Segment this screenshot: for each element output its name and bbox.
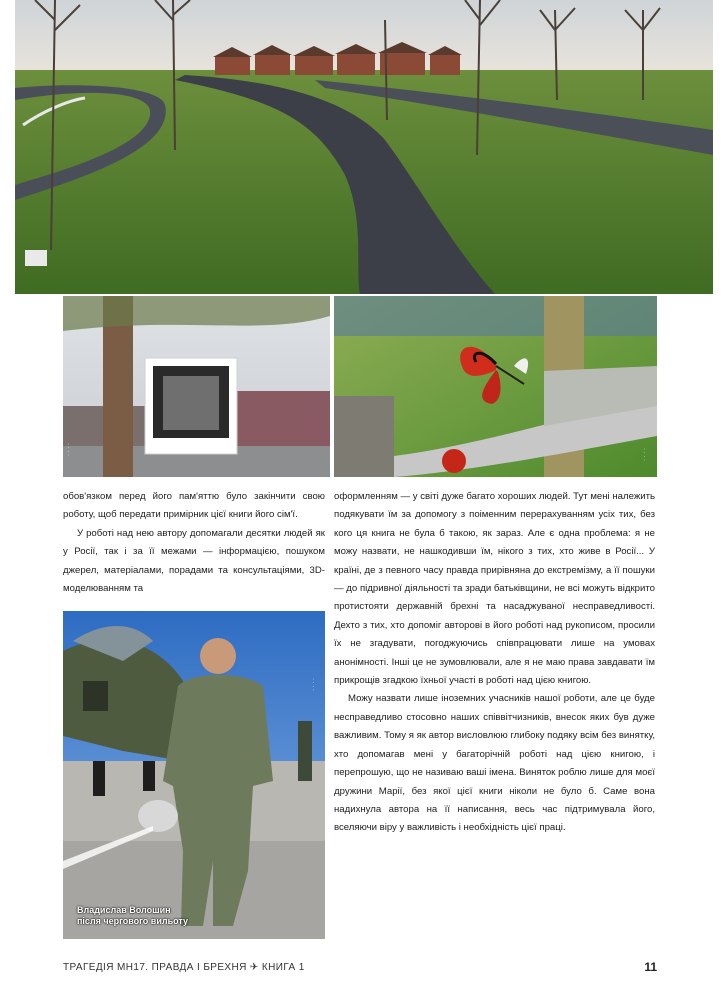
photo-credit-icon: · · · · xyxy=(311,678,317,691)
caption-description: після чергового вильоту xyxy=(77,916,189,926)
running-footer-title: ТРАГЕДІЯ МН17. ПРАВДА І БРЕХНЯ ✈ КНИГА 1 xyxy=(63,962,305,973)
pilot-photo xyxy=(63,611,325,939)
text-column-left xyxy=(63,488,325,598)
butterfly-photo xyxy=(334,296,657,477)
paragraph: обов'язком перед його пам'яттю було закінчити свою роботу, щоб передати примірник цієї книги його сім'ї. xyxy=(63,491,325,521)
photo-caption xyxy=(77,905,188,927)
photo-credit-icon: · · · · xyxy=(642,448,648,461)
photo-credit-icon: · · · · xyxy=(66,443,72,456)
memorial-photo-frame xyxy=(63,296,330,477)
page-number: 11 xyxy=(644,960,657,974)
memorial-park-photo xyxy=(15,0,713,294)
paragraph: У роботі над нею автору допомагали десятки людей як у Росії, так і за її межами — інформацією, пошуком джерел, матеріалами, порадами та консультаціями, 3D-моделюванням та xyxy=(63,527,325,595)
text-column-right xyxy=(334,488,655,838)
paragraph: Можу назвати лише іноземних учасників нашої роботи, але це буде несправедливо стосовно наших співвітчизників, внесок яких був дуже важливим. Тому я як автор висловлюю глибоку подяку всім без винятку, хто допомагав мені у багаторічній роботі над цією книгою, і перепрошую, що не називаю ваші імена. Виняток роблю лише для моєї дружини Марії, без якої цієї книги ніколи не було б. Саме вона надихнула автора на її написання, весь час підтримувала його, вселяючи віру у важливість і необхідність цієї праці. xyxy=(334,693,655,834)
paragraph: оформленням — у світі дуже багато хороших людей. Тут мені належить подякувати їм за допомогу з поіменним перерахуванням усіх тих, без кого ця книга не була б такою, як зараз. Але є одна проблема: я не можу назвати, не нашкодивши їм, нікого з тих, хто живе в Росії... У країні, де з певного часу правда прирівняна до екстремізму, а її пошуки — до підривної діяльності та зради батьківщини, не всі можуть відкрито протистояти державній брехні та насаджуваної несправедливості. Дехто з тих, хто допоміг авторові в його роботі над рукописом, просили їх не згадувати, погоджуючись співпрацювати лише на умовах анонімності. Інші це не зумовлювали, але я не маю права завдавати їм прикрощів згадкою їхньої участі в роботі над цією книгою. xyxy=(334,491,655,687)
caption-name: Владислав Волошин xyxy=(77,905,171,915)
